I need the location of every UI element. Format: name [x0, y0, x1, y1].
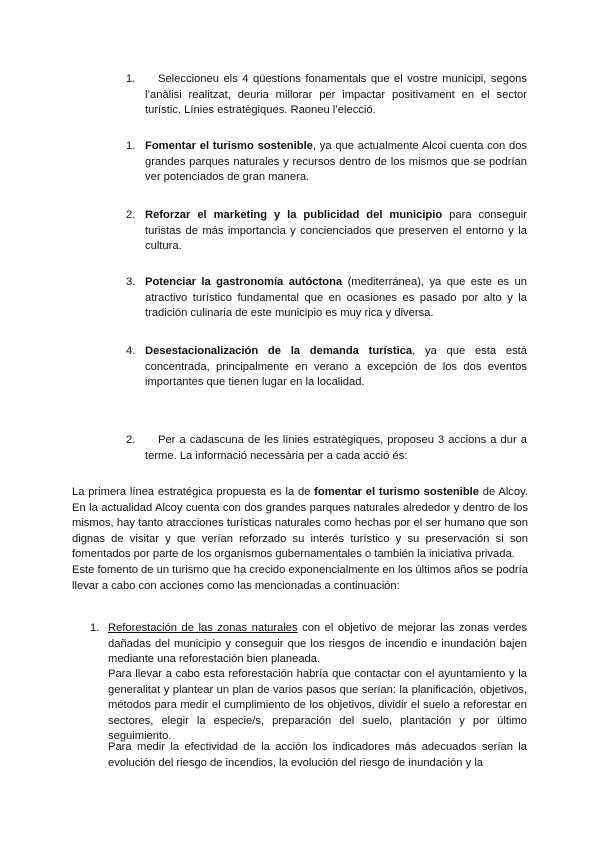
line-1-text: , ya que actualmente Alcoi cuenta con dos grandes parques naturales y recursos dentro de los mismos que se podrían ver potenciados de gran manera. — [145, 140, 528, 183]
intro-paragraph-2: Este fomento de un turismo que ha crecido exponencialmente en los últimos años se podría llevar a cabo con acciones como las mencionadas a continuación: — [72, 564, 528, 592]
action-1-text: con el objetivo de mejorar las zonas verdes dañadas del municipio y conseguir que los riesgos de incendio e inundación bajen mediante una reforestación bien planeada. — [108, 622, 527, 665]
action-1-paragraph-2: Para medir la efectividad de la acción los indicadores más adecuados serían la evolución del riesgo de incendios, la evolución del riesgo de inundación y la — [108, 741, 527, 769]
question-1-text: Seleccioneu els 4 qüestions fonamentals que el vostre municipi, segons l’anàlisi realitzat, deuria millorar per impactar positivament en el sector turístic. Línies estratègiques. Raoneu l’elecció. — [145, 73, 527, 116]
question-1-number: 1. — [126, 73, 136, 85]
line-3-number: 3. — [126, 276, 136, 288]
line-4-title: Desestacionalización de la demanda turística — [145, 345, 413, 357]
question-2-number: 2. — [126, 434, 136, 446]
action-1-title: Reforestación de las zonas naturales — [108, 622, 298, 634]
intro-part-2: de Alcoy. En la actualidad Alcoy cuenta con dos grandes parques naturales alrededor y dentro de los mismos, hay tanto atracciones turísticas naturales como hechas por el ser humano que son dignas de visitar y que verían reforzado su interés turístico y su preservación si son fomentados por parte de los organismos gubernamentales o también la iniciativa privada. — [72, 486, 528, 560]
line-1 — [145, 139, 527, 186]
line-4-text: , ya que esta está concentrada, principalmente en verano a excepción de los dos eventos importantes que tienen lugar en la localidad. — [145, 345, 527, 388]
line-3-text: (mediterránea), ya que este es un atractivo turístico fundamental que en ocasiones es pasado por alto y la tradición culinaria de este municipio es muy rica y diversa. — [145, 276, 528, 319]
line-1-number: 1. — [126, 140, 136, 152]
line-4-number: 4. — [126, 345, 136, 357]
question-2-text: Per a cadascuna de les línies estratègiques, proposeu 3 accions a dur a terme. La informació necessària per a cada acció és: — [145, 434, 527, 462]
line-3-title: Potenciar la gastronomía autóctona — [145, 276, 343, 288]
line-3 — [145, 275, 527, 322]
line-2-text: para conseguir turistas de más importancia y concienciados que preserven el entorno y la cultura. — [145, 209, 527, 252]
line-2-number: 2. — [126, 209, 136, 221]
line-2-title: Reforzar el marketing y la publicidad del municipio — [145, 209, 443, 221]
intro-part-1: La primera línea estratégica propuesta es la de — [72, 486, 315, 498]
action-1-intro — [108, 621, 527, 668]
action-1-paragraph-1: Para llevar a cabo esta reforestación habría que contactar con el ayuntamiento y la generalitat y plantear un plan de varios pasos que serían: la planificación, objetivos, métodos para medir el cumplimiento de los objetivos, dividir el suelo a reforestar en sectores, elegir la especie/s, preparación del suelo, plantación y por último seguimiento. — [108, 668, 527, 742]
action-1-number: 1. — [90, 622, 100, 634]
line-2 — [145, 208, 527, 255]
intro-bold: fomentar el turismo sostenible — [314, 486, 480, 498]
line-4 — [145, 344, 527, 391]
intro-paragraph — [72, 485, 528, 563]
line-1-title: Fomentar el turismo sostenible — [145, 140, 313, 152]
